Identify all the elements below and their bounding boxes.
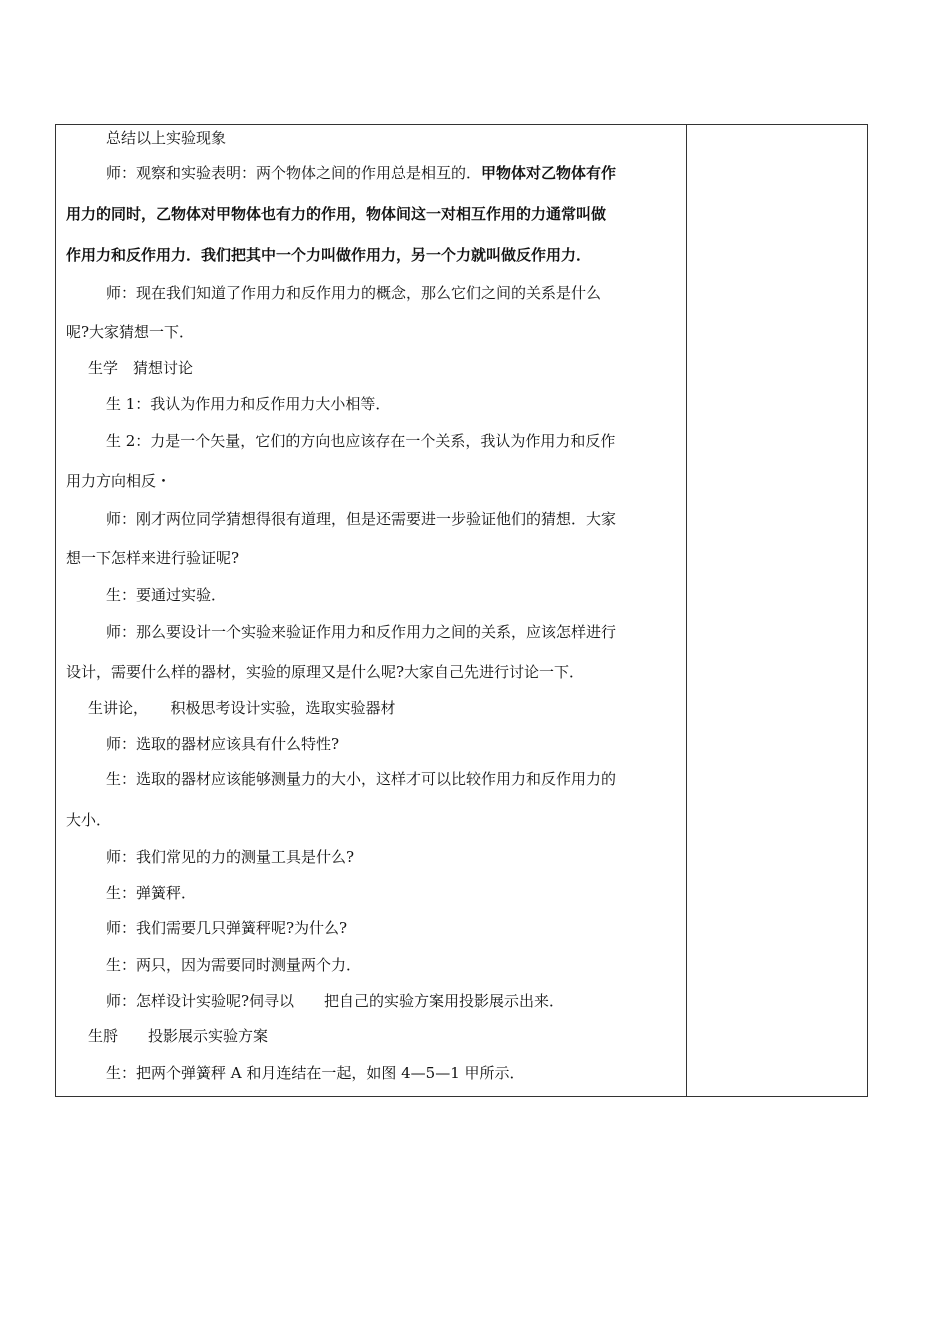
text-line: 想一下怎样来进行验证呢?: [66, 549, 240, 567]
text-line: 师：观察和实验表明：两个物体之间的作用总是相互的．甲物体对乙物体有作: [106, 164, 617, 182]
text-line: 师：我们常见的力的测量工具是什么?: [106, 848, 355, 866]
text-line: 师：现在我们知道了作用力和反作用力的概念，那么它们之间的关系是什么: [106, 284, 602, 302]
text-line: 生：选取的器材应该能够测量力的大小，这样才可以比较作用力和反作用力的: [106, 770, 617, 788]
lesson-table: [55, 124, 868, 1097]
text-line: 师：刚才两位同学猜想得很有道理，但是还需要进一步验证他们的猜想．大家: [106, 510, 617, 528]
text-line: 作用力和反作用力．我们把其中一个力叫做作用力，另一个力就叫做反作用力．: [66, 246, 592, 264]
text-line: 生：两只，因为需要同时测量两个力．: [106, 956, 362, 974]
text-line: 大小．: [66, 811, 112, 829]
text-line: 生：要通过实验．: [106, 586, 227, 604]
text-line: 生讲论， 积极思考设计实验，选取实验器材: [88, 699, 396, 717]
text-line: 呢?大家猜想一下．: [66, 323, 195, 341]
text-line: 生：弹簧秤．: [106, 884, 197, 902]
text-line: 设计，需要什么样的器材，实验的原理又是什么呢?大家自己先进行讨论一下．: [66, 663, 585, 681]
text-line: 生 2：力是一个矢量，它们的方向也应该存在一个关系，我认为作用力和反作: [106, 432, 616, 450]
text-line: 生 1：我认为作用力和反作用力大小相等．: [106, 395, 391, 413]
text-line: 师：我们需要几只弹簧秤呢?为什么?: [106, 919, 348, 937]
column-divider: [686, 124, 687, 1097]
text-line: 总结以上实验现象: [106, 129, 227, 147]
text-line: 师：选取的器材应该具有什么特性?: [106, 735, 340, 753]
text-line: 生：把两个弹簧秤 A 和月连结在一起，如图 4—5—1 甲所示．: [106, 1064, 525, 1082]
text-line: 用力方向相反・: [66, 472, 172, 490]
text-line: 用力的同时，乙物体对甲物体也有力的作用，物体间这一对相互作用的力通常叫做: [66, 205, 607, 223]
text-line: 生脟 投影展示实验方案: [88, 1027, 269, 1045]
text-line: 师：那么要设计一个实验来验证作用力和反作用力之间的关系，应该怎样进行: [106, 623, 617, 641]
text-line: 生学 猜想讨论: [88, 359, 194, 377]
text-line: 师：怎样设计实验呢?伺寻以 把自己的实验方案用投影展示出来．: [106, 992, 565, 1010]
